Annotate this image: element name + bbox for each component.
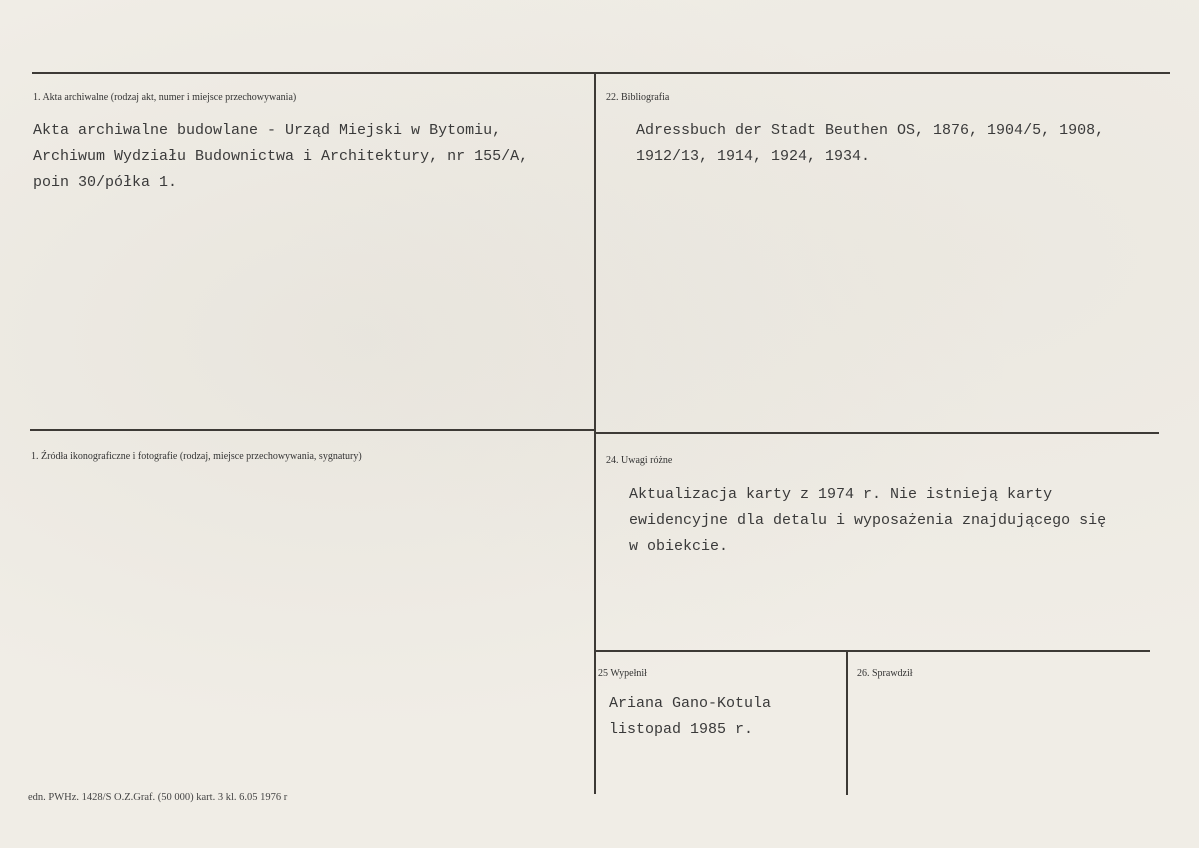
signature-top-rule (595, 650, 1150, 652)
remarks-text (629, 482, 1106, 560)
iconographic-label: 1. Źródła ikonograficzne i fotografie (rodzaj, miejsce przechowywania, sygnatury) (31, 451, 362, 462)
filled-by-label: 25 Wypełnił (598, 668, 647, 679)
archives-text (33, 118, 528, 196)
filled-by-line: listopad 1985 r. (609, 721, 754, 738)
bibliography-line: Adressbuch der Stadt Beuthen OS, 1876, 1904/5, 1908, (636, 122, 1105, 139)
archives-label: 1. Akta archiwalne (rodzaj akt, numer i miejsce przechowywania) (33, 92, 297, 103)
bibliography-label: 22. Bibliografia (606, 92, 670, 103)
archives-line: Akta archiwalne budowlane - Urząd Miejski w Bytomiu, (33, 122, 502, 139)
right-middle-rule (595, 432, 1159, 434)
remarks-label: 24. Uwagi różne (606, 455, 673, 466)
filled-by-line: Ariana Gano-Kotula (609, 695, 772, 712)
print-imprint: edn. PWHz. 1428/S O.Z.Graf. (50 000) kart. 3 kl. 6.05 1976 r (28, 792, 288, 803)
archives-line: poin 30/półka 1. (33, 174, 178, 191)
top-rule (32, 72, 1170, 74)
remarks-line: ewidencyjne dla detalu i wyposażenia znajdującego się (629, 512, 1107, 529)
archives-line: Archiwum Wydziału Budownictwa i Architektury, nr 155/A, (33, 148, 529, 165)
bibliography-line: 1912/13, 1914, 1924, 1934. (636, 148, 871, 165)
bibliography-text (636, 118, 1104, 170)
filled-by-text (609, 691, 771, 743)
left-middle-rule (30, 429, 594, 431)
signature-divider-rule (846, 650, 848, 795)
remarks-line: w obiekcie. (629, 538, 729, 555)
checked-by-label: 26. Sprawdził (857, 668, 913, 679)
remarks-line: Aktualizacja karty z 1974 r. Nie istnieją karty (629, 486, 1053, 503)
